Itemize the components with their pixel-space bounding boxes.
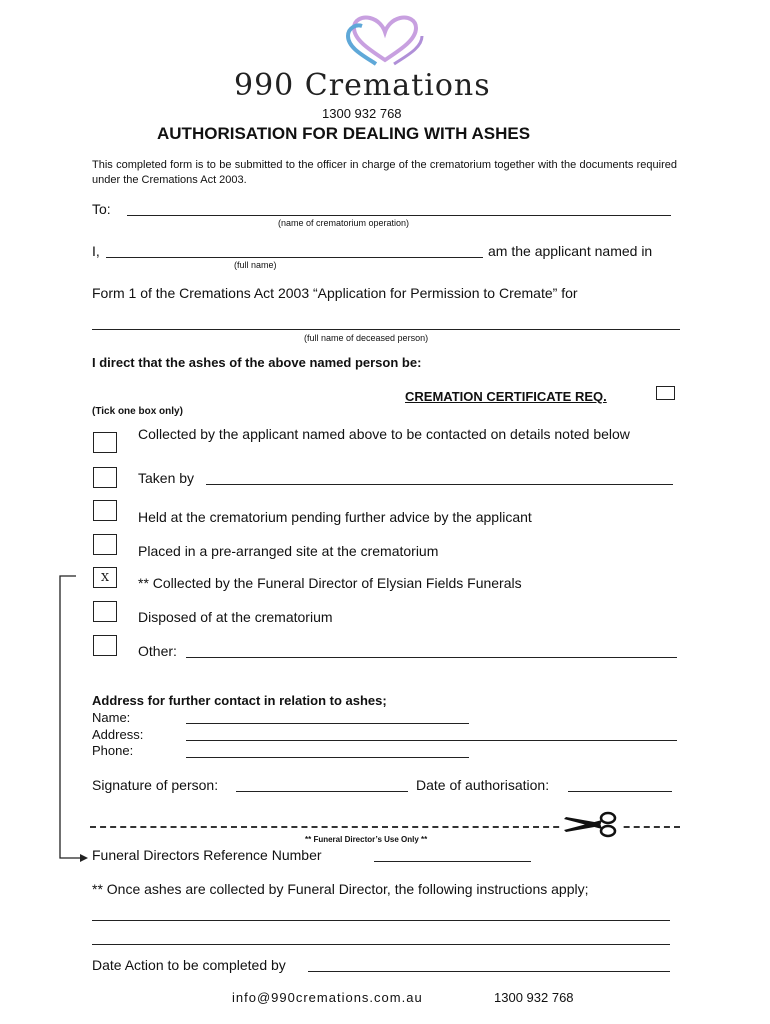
funeral-director-use-only: ** Funeral Director’s Use Only **: [305, 835, 428, 844]
applicant-name-line[interactable]: [106, 257, 483, 258]
authorisation-date-line[interactable]: [568, 791, 672, 792]
deceased-name-line[interactable]: [92, 329, 680, 330]
date-action-line[interactable]: [308, 971, 670, 972]
contact-phone-line[interactable]: [186, 757, 469, 758]
page-title: AUTHORISATION FOR DEALING WITH ASHES: [157, 124, 531, 143]
applicant-caption: (full name): [234, 260, 277, 270]
contact-name-label: Name:: [92, 710, 131, 725]
taken-by-line[interactable]: [206, 484, 673, 485]
direct-heading: I direct that the ashes of the above named person be:: [92, 355, 422, 370]
option-label-held: Held at the crematorium pending further advice by the applicant: [138, 509, 532, 525]
certificate-checkbox[interactable]: [656, 386, 675, 400]
signature-label: Signature of person:: [92, 777, 219, 793]
option-checkbox-funeral-director[interactable]: X: [93, 567, 117, 588]
intro-text: This completed form is to be submitted to the officer in charge of the crematorium together with the documents required under the Cremations Act 2003.: [92, 159, 677, 186]
crematorium-caption: (name of crematorium operation): [278, 218, 410, 228]
address-heading: Address for further contact in relation to ashes;: [92, 693, 387, 708]
bracket-arrow-icon: [54, 570, 90, 866]
date-action-label: Date Action to be completed by: [92, 957, 286, 973]
fd-reference-label: Funeral Directors Reference Number: [92, 847, 322, 863]
option-label-funeral-director: ** Collected by the Funeral Director of Elysian Fields Funerals: [138, 575, 522, 591]
option-label-taken-by: Taken by: [138, 470, 195, 486]
header-phone: 1300 932 768: [322, 106, 402, 121]
option-label-other: Other:: [138, 643, 177, 659]
hearts-logo-icon: [340, 14, 430, 66]
deceased-caption: (full name of deceased person): [304, 333, 429, 343]
option-checkbox-disposed[interactable]: [93, 601, 117, 622]
footer-email: info@990cremations.com.au: [232, 990, 423, 1005]
form-reference: Form 1 of the Cremations Act 2003 “Application for Permission to Cremate” for: [92, 285, 578, 301]
contact-name-line[interactable]: [186, 723, 469, 724]
fd-instructions: ** Once ashes are collected by Funeral Director, the following instructions apply;: [92, 881, 589, 897]
instructions-line-1[interactable]: [92, 920, 670, 921]
option-label-placed: Placed in a pre-arranged site at the crematorium: [138, 543, 439, 559]
signature-line[interactable]: [236, 791, 408, 792]
other-line[interactable]: [186, 657, 677, 658]
tick-note: (Tick one box only): [92, 406, 183, 417]
option-checkbox-placed[interactable]: [93, 534, 117, 555]
option-checkbox-other[interactable]: [93, 635, 117, 656]
contact-address-line[interactable]: [186, 740, 677, 741]
option-label-collected-applicant: Collected by the applicant named above to be contacted on details noted below: [138, 426, 630, 442]
scissors-icon: [560, 808, 620, 840]
applicant-suffix: am the applicant named in: [488, 243, 653, 259]
brand-name: 990 Cremations: [234, 68, 491, 103]
fd-reference-line[interactable]: [374, 861, 531, 862]
option-label-disposed: Disposed of at the crematorium: [138, 609, 333, 625]
option-checkbox-held[interactable]: [93, 500, 117, 521]
certificate-label: CREMATION CERTIFICATE REQ.: [405, 389, 607, 404]
footer-phone: 1300 932 768: [494, 990, 574, 1005]
option-checkbox-collected-applicant[interactable]: [93, 432, 117, 453]
option-checkbox-taken-by[interactable]: [93, 467, 117, 488]
crematorium-line[interactable]: [127, 215, 671, 216]
contact-phone-label: Phone:: [92, 743, 134, 758]
to-label: To:: [92, 201, 111, 217]
contact-address-label: Address:: [92, 727, 144, 742]
applicant-prefix: I,: [92, 243, 100, 259]
authorisation-date-label: Date of authorisation:: [416, 777, 550, 793]
instructions-line-2[interactable]: [92, 944, 670, 945]
